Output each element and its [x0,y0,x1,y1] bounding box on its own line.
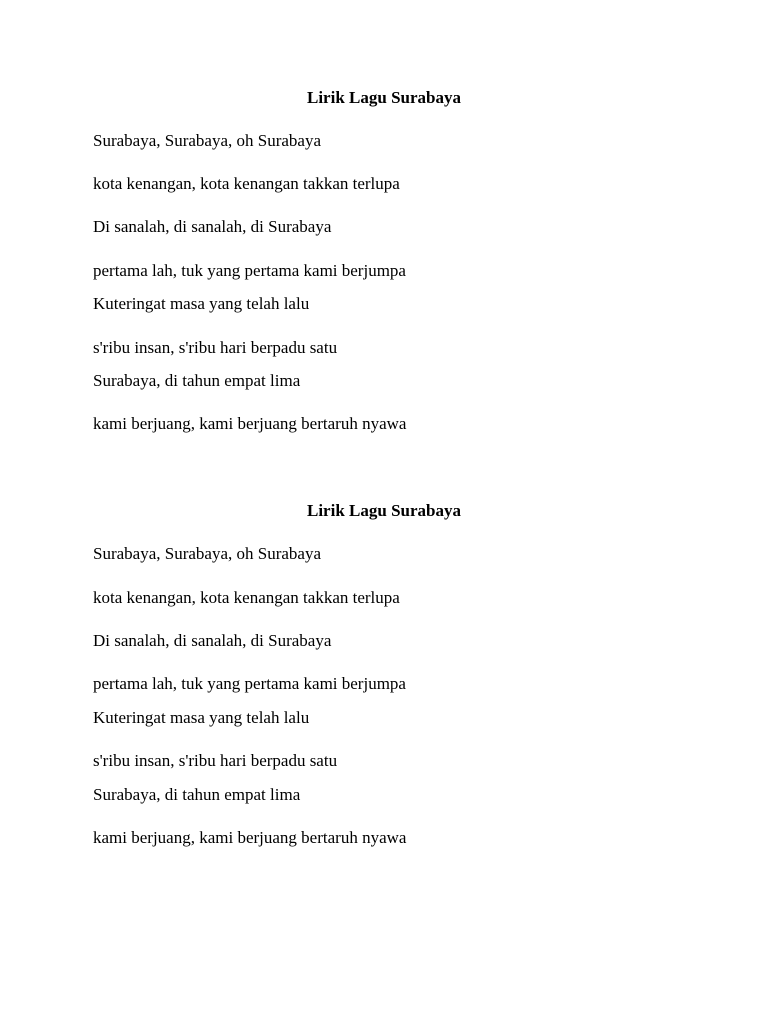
lyrics-title: Lirik Lagu Surabaya [307,88,461,107]
lyric-line: pertama lah, tuk yang pertama kami berjumpa [93,261,406,280]
lyric-line: Surabaya, Surabaya, oh Surabaya [93,544,322,563]
lyric-line: Surabaya, di tahun empat lima [93,785,301,804]
lyric-line: Kuteringat masa yang telah lalu [93,708,310,727]
lyric-line: Surabaya, Surabaya, oh Surabaya [93,131,322,150]
lyric-line: kami berjuang, kami berjuang bertaruh nyawa [93,828,407,847]
lyric-line: pertama lah, tuk yang pertama kami berjumpa [93,674,406,693]
lyric-line: s'ribu insan, s'ribu hari berpadu satu [93,338,338,357]
lyric-line: kota kenangan, kota kenangan takkan terlupa [93,588,400,607]
lyric-line: kota kenangan, kota kenangan takkan terlupa [93,174,400,193]
lyric-line: Surabaya, di tahun empat lima [93,371,301,390]
lyric-line: Di sanalah, di sanalah, di Surabaya [93,217,332,236]
lyric-line: kami berjuang, kami berjuang bertaruh nyawa [93,414,407,433]
lyric-line: Kuteringat masa yang telah lalu [93,294,310,313]
lyric-line: Di sanalah, di sanalah, di Surabaya [93,631,332,650]
lyric-line: s'ribu insan, s'ribu hari berpadu satu [93,751,338,770]
lyrics-title: Lirik Lagu Surabaya [307,501,461,520]
